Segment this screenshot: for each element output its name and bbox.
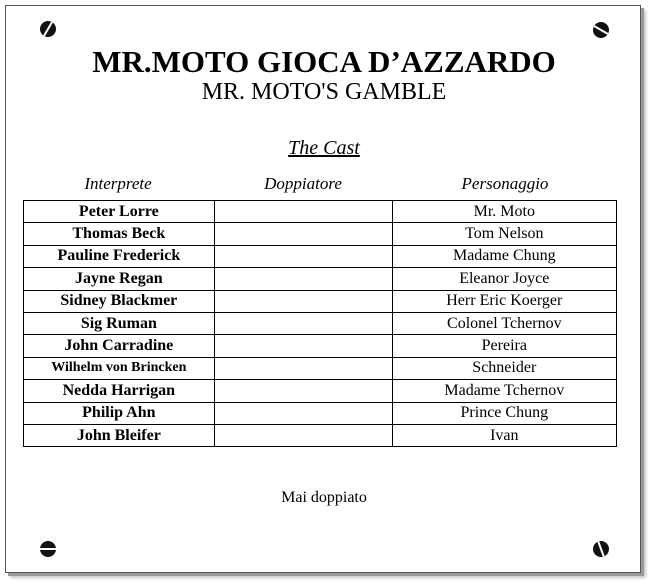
dubbing-note: Mai doppiato	[281, 489, 367, 506]
dubber-cell	[214, 335, 392, 357]
table-row	[24, 201, 617, 223]
actor-cell: John Carradine	[24, 335, 215, 357]
table-row	[24, 424, 617, 446]
table-row	[24, 380, 617, 402]
role-cell: Schneider	[392, 357, 616, 379]
column-header-role: Personaggio	[461, 174, 549, 193]
dubber-cell	[214, 424, 392, 446]
screw-icon	[593, 22, 609, 38]
actor-cell: Nedda Harrigan	[24, 380, 215, 402]
role-cell: Eleanor Joyce	[392, 268, 616, 290]
dubber-cell	[214, 357, 392, 379]
dubber-cell	[214, 245, 392, 267]
actor-cell: Peter Lorre	[24, 201, 215, 223]
table-row	[24, 335, 617, 357]
table-row	[24, 402, 617, 424]
actor-cell: Pauline Frederick	[24, 245, 215, 267]
screw-icon	[40, 541, 56, 557]
role-cell: Herr Eric Koerger	[392, 290, 616, 312]
actor-cell: Philip Ahn	[24, 402, 215, 424]
dubber-cell	[214, 380, 392, 402]
dubber-cell	[214, 201, 392, 223]
table-row	[24, 290, 617, 312]
role-cell: Colonel Tchernov	[392, 312, 616, 334]
actor-cell: John Bleifer	[24, 424, 215, 446]
table-row	[24, 245, 617, 267]
actor-cell: Sig Ruman	[24, 312, 215, 334]
table-row	[24, 268, 617, 290]
dubber-cell	[214, 268, 392, 290]
dubber-cell	[214, 402, 392, 424]
table-row	[24, 312, 617, 334]
role-cell: Madame Chung	[392, 245, 616, 267]
table-row	[24, 357, 617, 379]
dubber-cell	[214, 223, 392, 245]
role-cell: Prince Chung	[392, 402, 616, 424]
role-cell: Mr. Moto	[392, 201, 616, 223]
actor-cell: Thomas Beck	[24, 223, 215, 245]
cast-table	[23, 200, 617, 447]
role-cell: Ivan	[392, 424, 616, 446]
screw-icon	[593, 541, 609, 557]
column-header-actor: Interprete	[84, 174, 152, 193]
role-cell: Pereira	[392, 335, 616, 357]
actor-cell: Wilhelm von Brincken	[24, 357, 215, 379]
cast-plate	[5, 5, 641, 573]
page-title: MR.MOTO GIOCA D’AZZARDO	[92, 44, 556, 79]
table-row	[24, 223, 617, 245]
role-cell: Madame Tchernov	[392, 380, 616, 402]
actor-cell: Sidney Blackmer	[24, 290, 215, 312]
screw-icon	[40, 21, 56, 37]
dubber-cell	[214, 290, 392, 312]
column-header-dubber: Doppiatore	[264, 174, 342, 193]
role-cell: Tom Nelson	[392, 223, 616, 245]
dubber-cell	[214, 312, 392, 334]
actor-cell: Jayne Regan	[24, 268, 215, 290]
cast-heading: The Cast	[288, 137, 360, 159]
page-subtitle: MR. MOTO'S GAMBLE	[201, 79, 447, 105]
